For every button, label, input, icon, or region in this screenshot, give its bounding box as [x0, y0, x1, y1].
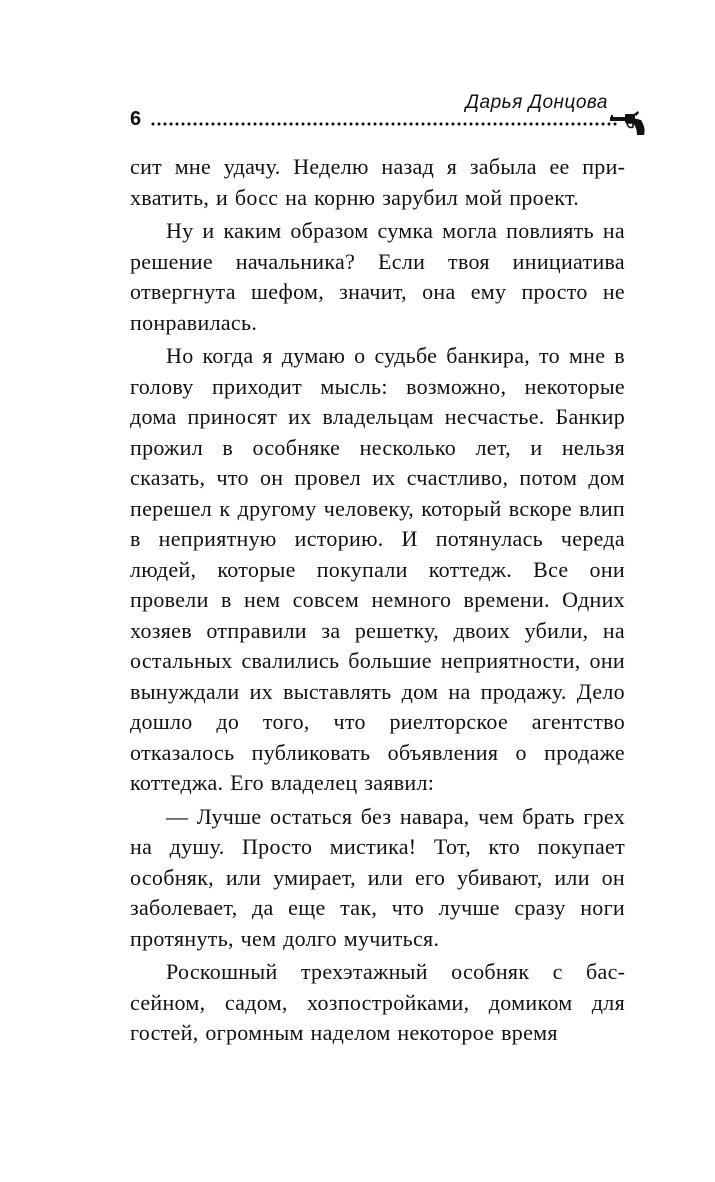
paragraph: — Лучше остаться без навара, чем брать грех на душу. Просто мистика! Тот, кто покупает особняк, или умирает, или его убивают, или он заболевает, да еще так, что лучше сразу ноги протянуть, чем долго мучиться.: [130, 803, 625, 951]
running-header: [130, 92, 650, 142]
paragraph: сит мне удачу. Неделю назад я забыла ее прихватить, и босс на корню зарубил мой проект.: [130, 154, 625, 210]
dotted-rule: [150, 122, 618, 126]
paragraph: Ну и каким образом сумка могла повлиять на решение начальника? Если твоя инициатива отвергнута шефом, значит, она ему просто не понравилась.: [130, 218, 625, 335]
paragraph: Роскошный трехэтажный особняк с бассейном, садом, хозпостройками, домиком для гостей, огромным наделом некоторое время: [130, 959, 625, 1045]
page-number: 6: [130, 108, 142, 130]
paragraph: Но когда я думаю о судьбе банкира, то мне в голову приходит мысль: возможно, некоторые дома приносят их владельцам несчастье. Банкир прожил в особняке несколько лет, и нельзя сказать, что он провел их счастливо, потом дом перешел к другому человеку, который вскоре влип в неприятную историю. И потянулась череда людей, которые покупали коттедж. Все они провели в нем совсем немного времени. Одних хозяев отправили за решетку, двоих убили, на остальных свалились большие неприятности, они вынуждали их выставлять дом на продажу. Дело дошло до того, что риелторское агентство отказалось публиковать объявления о продаже коттеджа. Его владелец заявил:: [130, 343, 625, 795]
revolver-icon: [610, 110, 646, 136]
author-name: Дарья Донцова: [465, 92, 608, 113]
body-text: [130, 152, 625, 1049]
